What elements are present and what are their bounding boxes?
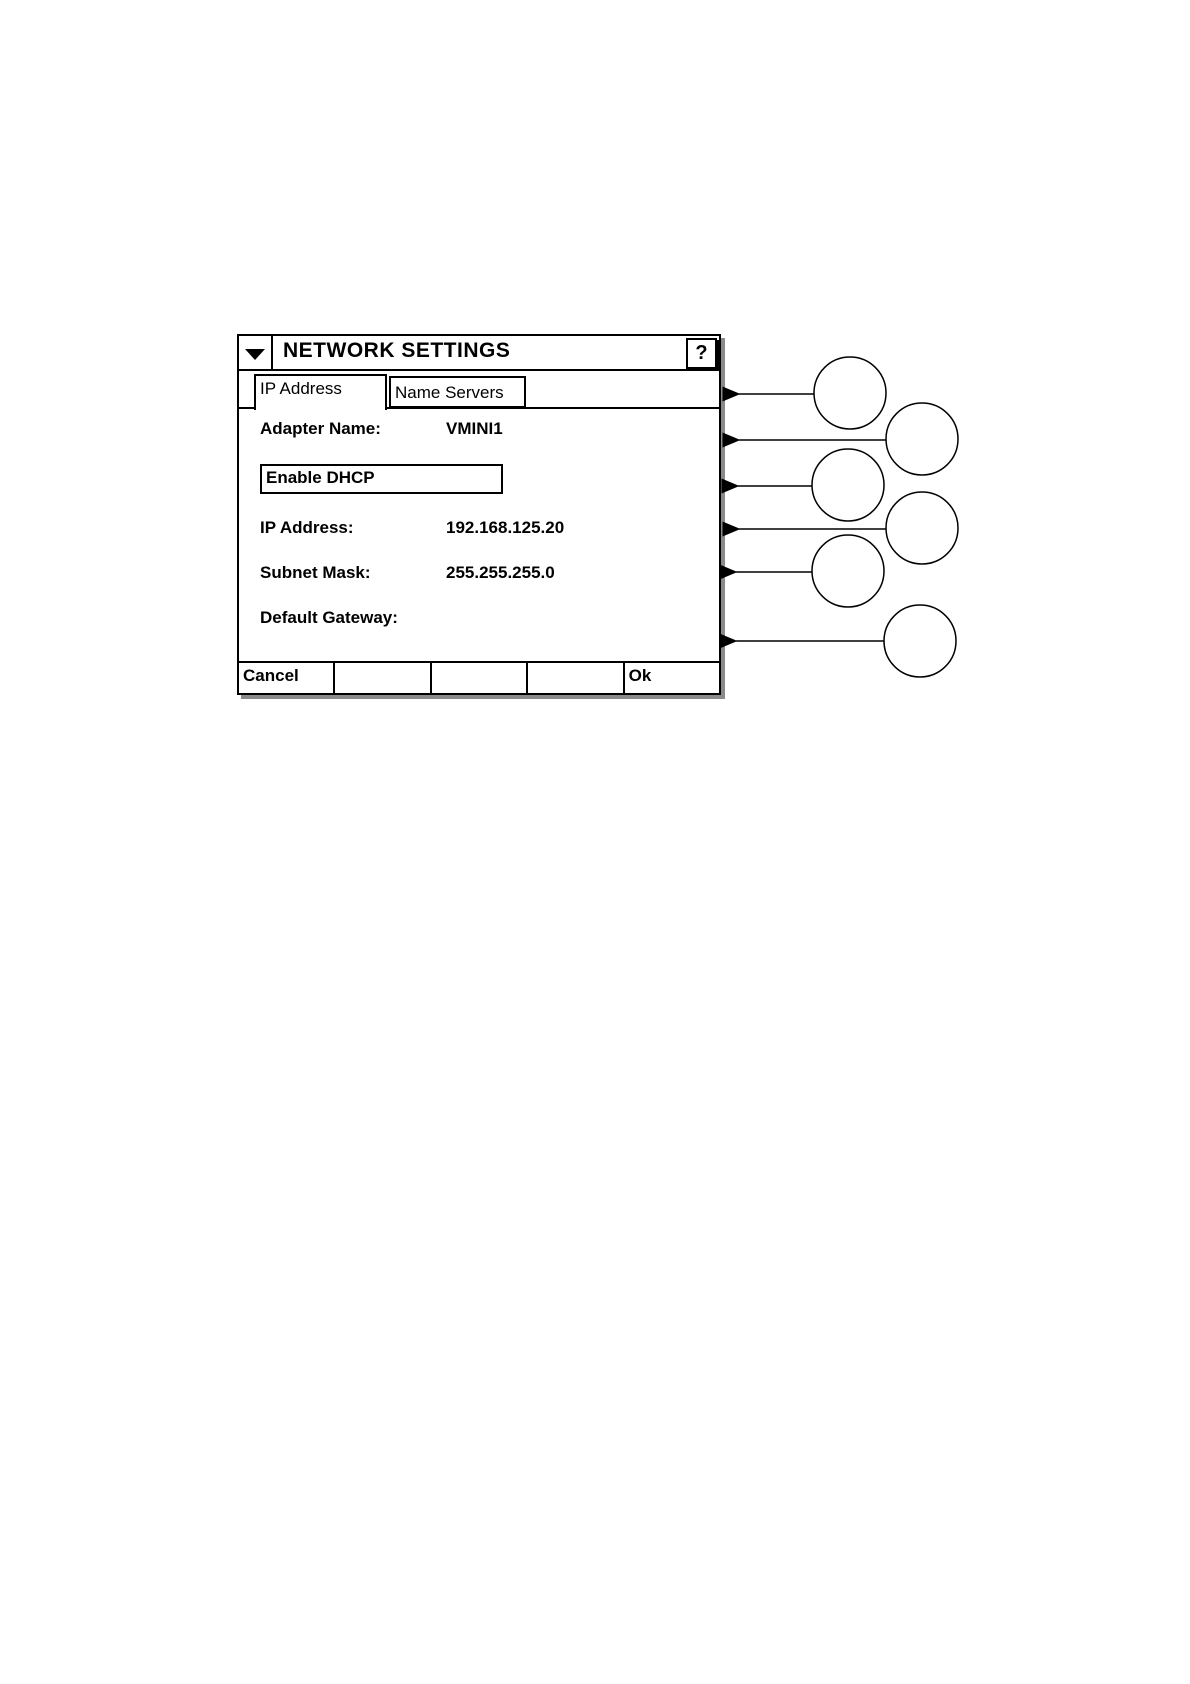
tab-name-servers[interactable]: Name Servers <box>389 376 526 408</box>
adapter-name-value: VMINI1 <box>446 419 503 438</box>
window-title: NETWORK SETTINGS <box>283 339 511 362</box>
subnet-mask-label: Subnet Mask: <box>260 563 371 582</box>
circle-callout-icon <box>886 492 958 564</box>
cancel-softkey[interactable]: Cancel <box>239 663 335 693</box>
circle-callout-icon <box>814 357 886 429</box>
adapter-name-label: Adapter Name: <box>260 419 381 438</box>
ok-softkey[interactable]: Ok <box>628 666 652 685</box>
ip-address-label: IP Address: <box>260 518 354 537</box>
default-gateway-label: Default Gateway: <box>260 608 398 627</box>
help-button[interactable]: ? <box>686 338 717 369</box>
circle-callout-icon <box>812 449 884 521</box>
ip-address-value[interactable]: 192.168.125.20 <box>446 518 565 537</box>
tab-ip-address[interactable]: IP Address <box>254 374 387 410</box>
circle-callout-icon <box>884 605 956 677</box>
circle-callout-icon <box>812 535 884 607</box>
subnet-mask-value[interactable]: 255.255.255.0 <box>446 563 555 582</box>
circle-callout-icon <box>886 403 958 475</box>
enable-dhcp-button[interactable]: Enable DHCP <box>260 464 503 494</box>
